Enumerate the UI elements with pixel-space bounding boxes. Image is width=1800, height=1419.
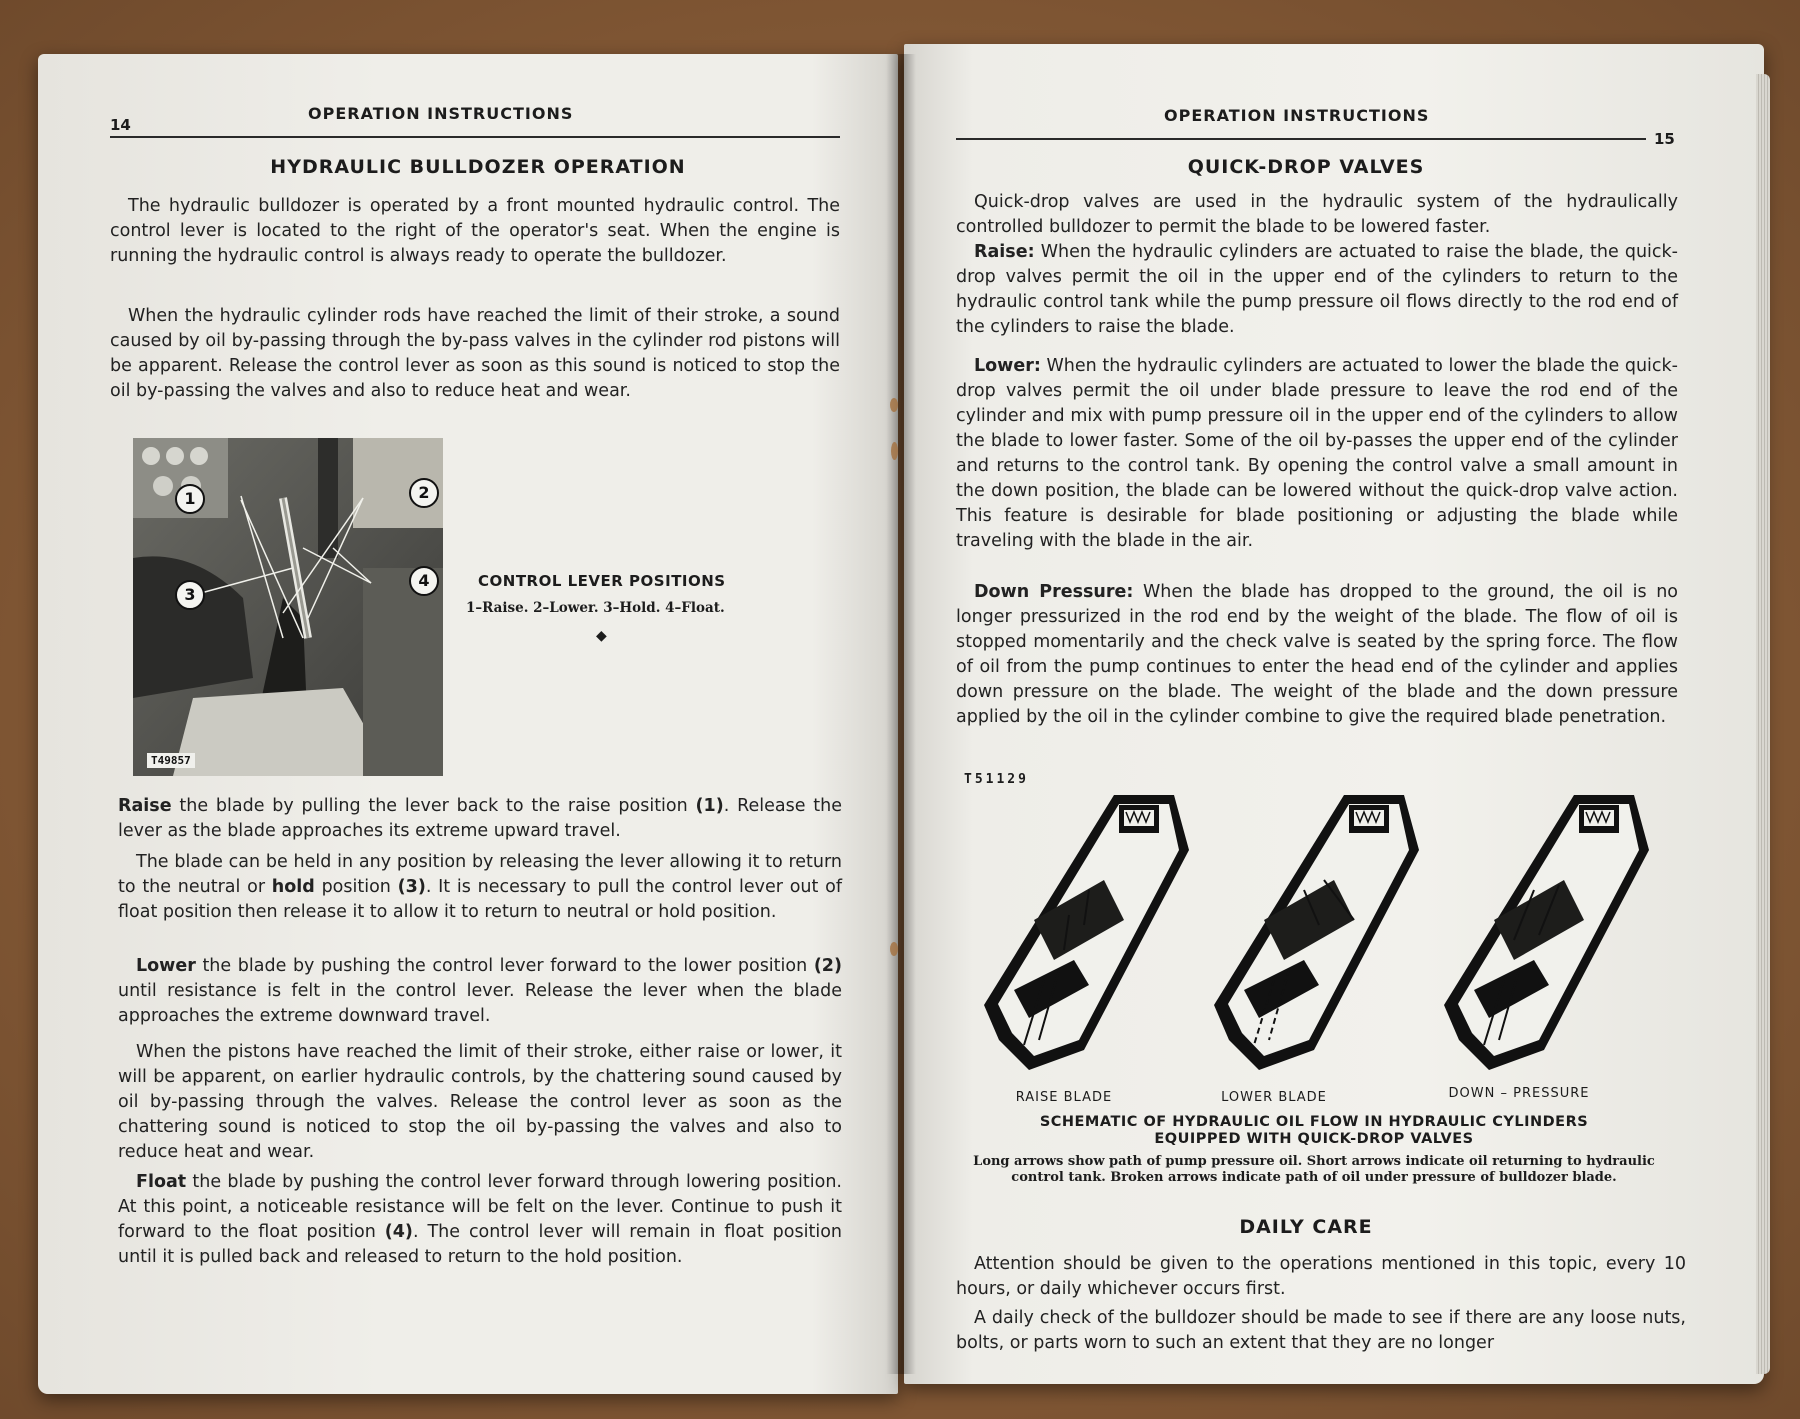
schematic-note: Long arrows show path of pump pressure oil. Short arrows indicate oil returning to hydraulic control tank. Broken arrows indicate path of oil under pressure of bulldozer blade. — [973, 1154, 1655, 1185]
float-text: the blade by pushing the control lever forward through lowering position. At this point, a noticeable resistance will be felt on the lever. Continue to push it forward to the float position — [118, 1172, 842, 1242]
rust-spot — [890, 398, 898, 412]
rust-spot — [890, 942, 898, 956]
label-lower-blade: LOWER BLADE — [1221, 1090, 1327, 1105]
open-manual — [28, 34, 1776, 1394]
callout-1: 1 — [175, 484, 205, 514]
schematic-title-line-1: SCHEMATIC OF HYDRAULIC OIL FLOW IN HYDRAULIC CYLINDERS — [1039, 1114, 1589, 1130]
running-head: OPERATION INSTRUCTIONS — [1164, 106, 1430, 125]
daily-care-heading: DAILY CARE — [1239, 1216, 1373, 1238]
raise-paragraph — [118, 794, 842, 844]
hold-text: The blade can be held in any position by releasing the lever allowing it to return to the neutral or — [118, 852, 842, 897]
lower-text: the blade by pushing the control lever forward to the lower position — [195, 956, 814, 976]
callout-3: 3 — [175, 580, 205, 610]
page-number: 15 — [1654, 130, 1675, 148]
float-text-end: . The control lever will remain in float position until it is pulled back and released to return to the hold position. — [118, 1222, 842, 1267]
section-heading: QUICK-DROP VALVES — [1187, 156, 1425, 178]
raise-ref: (1) — [695, 796, 724, 816]
raise-term: Raise: — [974, 242, 1035, 262]
down-pressure-text: When the blade has dropped to the ground, the oil is no longer pressurized in the rod end by the weight of the blade. The flow of oil is stopped momentarily and the check valve is seated by the spring force. The flow of oil from the pump continues to enter the head end of the cylinder and applies down pressure on the blade. The weight of the blade and the down pressure applied by the oil in the cylinder combine to give the required blade penetration. — [956, 582, 1679, 727]
lower-term: Lower: — [974, 356, 1041, 376]
daily-care-paragraph-1: Attention should be given to the operations mentioned in this topic, every 10 hours, or daily whichever occurs first. — [956, 1254, 1686, 1299]
cylinder-lower — [1214, 795, 1419, 1070]
raise-text-end: . Release the lever as the blade approaches its extreme upward travel. — [118, 796, 842, 841]
running-head: OPERATION INSTRUCTIONS — [308, 104, 574, 123]
quick-drop-intro: Quick-drop valves are used in the hydraulic system of the hydraulically controlled bulldozer to permit the blade to be lowered faster. — [956, 192, 1678, 237]
hold-paragraph — [118, 850, 842, 925]
lower-text: When the hydraulic cylinders are actuated to lower the blade the quick-drop valves permit the oil under blade pressure to leave the rod end of the cylinder and mix with pump pressure oil in the upper end of the cylinders to allow the blade to lower faster. Some of the oil by-passes the upper end of the cylinder and returns to the control tank. By opening the control valve a small amount in the down position, the blade can be lowered without the quick-drop valve action. This feature is desirable for blade positioning or adjusting the blade while traveling with the blade in the air. — [956, 356, 1678, 551]
photo-caption-title: CONTROL LEVER POSITIONS — [478, 572, 726, 590]
hold-text-end: . It is necessary to pull the control lever out of float position then release it to allow it to return to neutral or hold position. — [118, 877, 842, 922]
raise-term: Raise — [118, 796, 172, 816]
rust-spot — [891, 442, 898, 460]
float-ref: (4) — [384, 1222, 413, 1242]
lower-ref: (2) — [813, 956, 842, 976]
photo-code: T49857 — [147, 753, 195, 768]
raise-text: the blade by pulling the lever back to the raise position — [171, 796, 696, 816]
callout-4: 4 — [409, 566, 439, 596]
down-pressure-term: Down Pressure: — [974, 582, 1134, 602]
callout-2: 2 — [409, 478, 439, 508]
schematic-title-line-2: EQUIPPED WITH QUICK-DROP VALVES — [1154, 1131, 1474, 1147]
down-pressure-paragraph — [956, 580, 1678, 730]
section-heading: HYDRAULIC BULLDOZER OPERATION — [270, 156, 686, 178]
hold-text-mid: position — [314, 877, 398, 897]
lower-paragraph — [118, 954, 842, 1029]
hold-term: hold — [271, 877, 315, 897]
label-down-pressure: DOWN – PRESSURE — [1448, 1086, 1590, 1101]
pistons-paragraph: When the pistons have reached the limit of their stroke, either raise or lower, it will be apparent, on earlier hydraulic controls, by the chattering sound caused by oil by-passing through the valves. Release the control lever as soon as the chattering sound is noticed to stop the oil by-passing the valves and also to reduce heat and wear. — [118, 1042, 842, 1162]
hold-ref: (3) — [397, 877, 426, 897]
left-page — [38, 54, 898, 1394]
cylinder-raise — [984, 795, 1189, 1070]
label-raise-blade: RAISE BLADE — [1015, 1090, 1113, 1105]
page-number: 14 — [110, 116, 131, 134]
daily-care-paragraph-2: A daily check of the bulldozer should be made to see if there are any loose nuts, bolts, or parts worn to such an extent that they are no longer — [956, 1308, 1686, 1353]
intro-paragraph-2: When the hydraulic cylinder rods have reached the limit of their stroke, a sound caused by oil by-passing through the by-pass valves in the cylinder rod pistons will be apparent. Release the control lever as soon as this sound is noticed to stop the oil by-passing the valves and also to reduce heat and wear. — [110, 306, 840, 401]
header-rule — [110, 136, 840, 138]
figure-code: T51129 — [964, 772, 1029, 787]
intro-paragraph-1: The hydraulic bulldozer is operated by a front mounted hydraulic control. The control lever is located to the right of the operator's seat. When the engine is running the hydraulic control is always ready to operate the bulldozer. — [110, 196, 840, 266]
float-term: Float — [136, 1172, 187, 1192]
photo-caption-positions: 1–Raise. 2–Lower. 3–Hold. 4–Float. — [466, 600, 725, 616]
hydraulic-schematic — [964, 790, 1654, 1080]
right-page — [904, 44, 1764, 1384]
lower-text-end: until resistance is felt in the control lever. Release the lever when the blade approaches the extreme downward travel. — [118, 981, 842, 1026]
control-lever-photo — [133, 438, 443, 776]
lower-term: Lower — [136, 956, 196, 976]
header-rule — [956, 138, 1646, 140]
page-edge-stack — [1756, 74, 1770, 1374]
lower-paragraph — [956, 354, 1678, 554]
cylinder-down-pressure — [1444, 795, 1649, 1070]
float-paragraph — [118, 1170, 842, 1270]
raise-text: When the hydraulic cylinders are actuated to raise the blade, the quick-drop valves permit the oil in the upper end of the cylinders to return to the hydraulic control tank while the pump pressure oil flows directly to the rod end of the cylinders to raise the blade. — [956, 242, 1678, 337]
diamond-icon: ◆ — [596, 628, 607, 644]
raise-paragraph — [956, 240, 1678, 340]
